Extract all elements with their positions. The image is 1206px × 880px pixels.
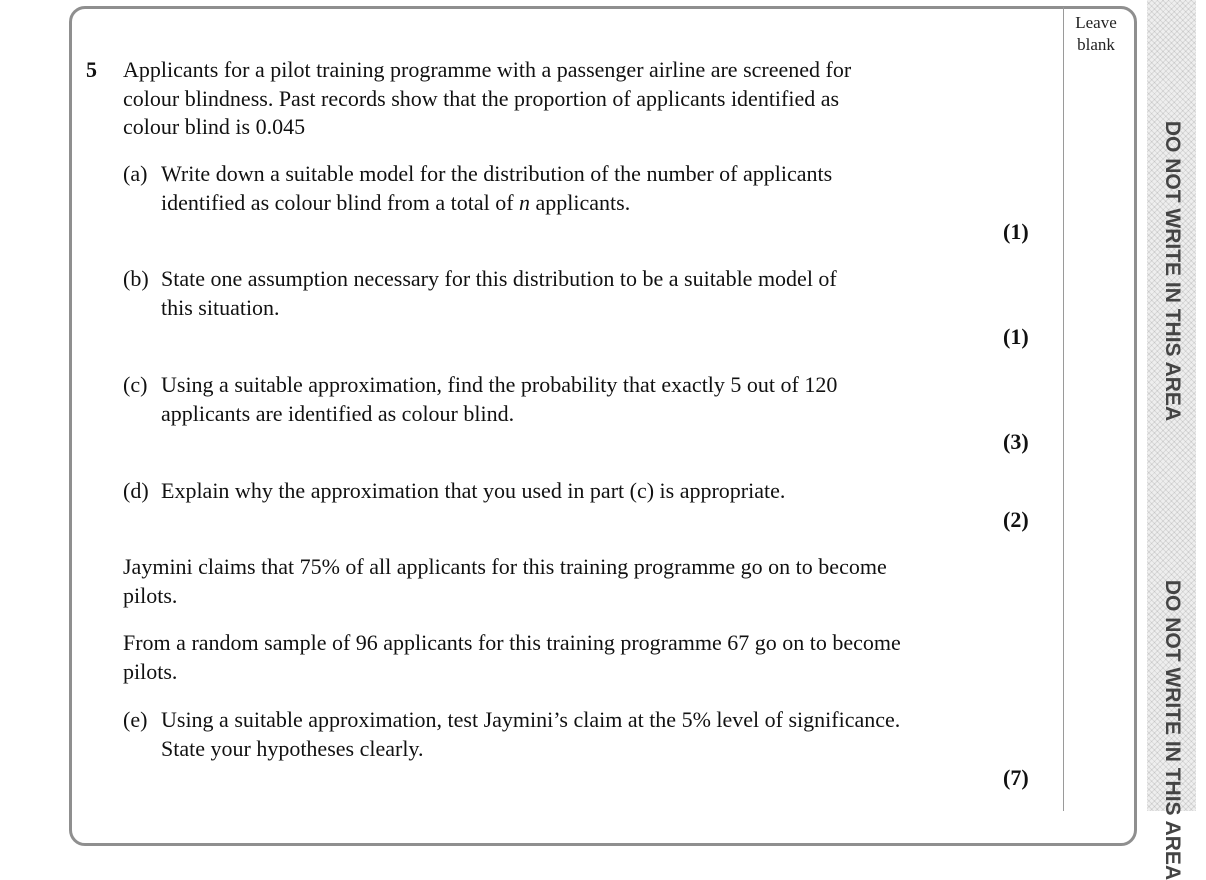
part-d [123,477,785,506]
part-c [123,371,837,428]
part-c-marks: (3) [1003,429,1029,454]
margin-divider [1063,7,1064,811]
leave-blank-label [1066,12,1126,56]
sample-line-2: pilots. [123,658,178,684]
intro-line-2: colour blindness. Past records show that the proportion of applicants identified as [123,85,840,111]
do-not-write-text-1: DO NOT WRITE IN THIS AREA [1161,120,1184,422]
question-number: 5 [86,57,97,82]
do-not-write-text-2: DO NOT WRITE IN THIS AREA [1161,579,1184,880]
part-a [123,160,832,217]
part-b-line1: State one assumption necessary for this distribution to be a suitable model of [161,266,837,291]
claim-line-1: Jaymini claims that 75% of all applicants for this training programme go on to become [123,554,887,579]
intro-line-3: colour blind is 0.045 [123,114,306,139]
part-a-marks: (1) [1003,219,1029,244]
claim-line-2: pilots. [123,582,178,608]
sample-line-1: From a random sample of 96 applicants for this training programme 67 go on to become [123,630,901,655]
part-e-line2: State your hypotheses clearly. [161,735,424,761]
part-d-marks: (2) [1003,507,1029,532]
part-e-line1: Using a suitable approximation, test Jaymini’s claim at the 5% level of significance. [161,707,901,732]
part-a-line2-pre: identified as colour blind from a total of [161,189,520,215]
part-e [123,706,900,763]
part-a-line1: Write down a suitable model for the distribution of the number of applicants [161,161,833,186]
leave-blank-line2: blank [1077,35,1115,54]
part-b-label: (b) [123,266,149,291]
intro-line-1: Applicants for a pilot training programme with a passenger airline are screened for [123,57,852,82]
claim-paragraph [123,553,887,610]
part-b-marks: (1) [1003,324,1029,349]
part-b [123,265,837,322]
part-c-label: (c) [123,372,148,397]
part-c-line1: Using a suitable approximation, find the probability that exactly 5 out of 120 [161,372,838,397]
part-e-label: (e) [123,707,148,732]
part-d-label: (d) [123,478,149,503]
part-c-line2: applicants are identified as colour blind. [161,400,515,426]
part-a-variable-n: n [519,189,531,215]
part-d-line1: Explain why the approximation that you used in part (c) is appropriate. [161,478,786,503]
sample-paragraph [123,629,901,686]
question-intro [123,56,851,142]
part-b-line2: this situation. [161,294,280,320]
leave-blank-line1: Leave [1075,13,1117,32]
part-a-label: (a) [123,161,148,186]
part-e-marks: (7) [1003,765,1029,790]
part-a-line2-post: applicants. [530,189,631,215]
